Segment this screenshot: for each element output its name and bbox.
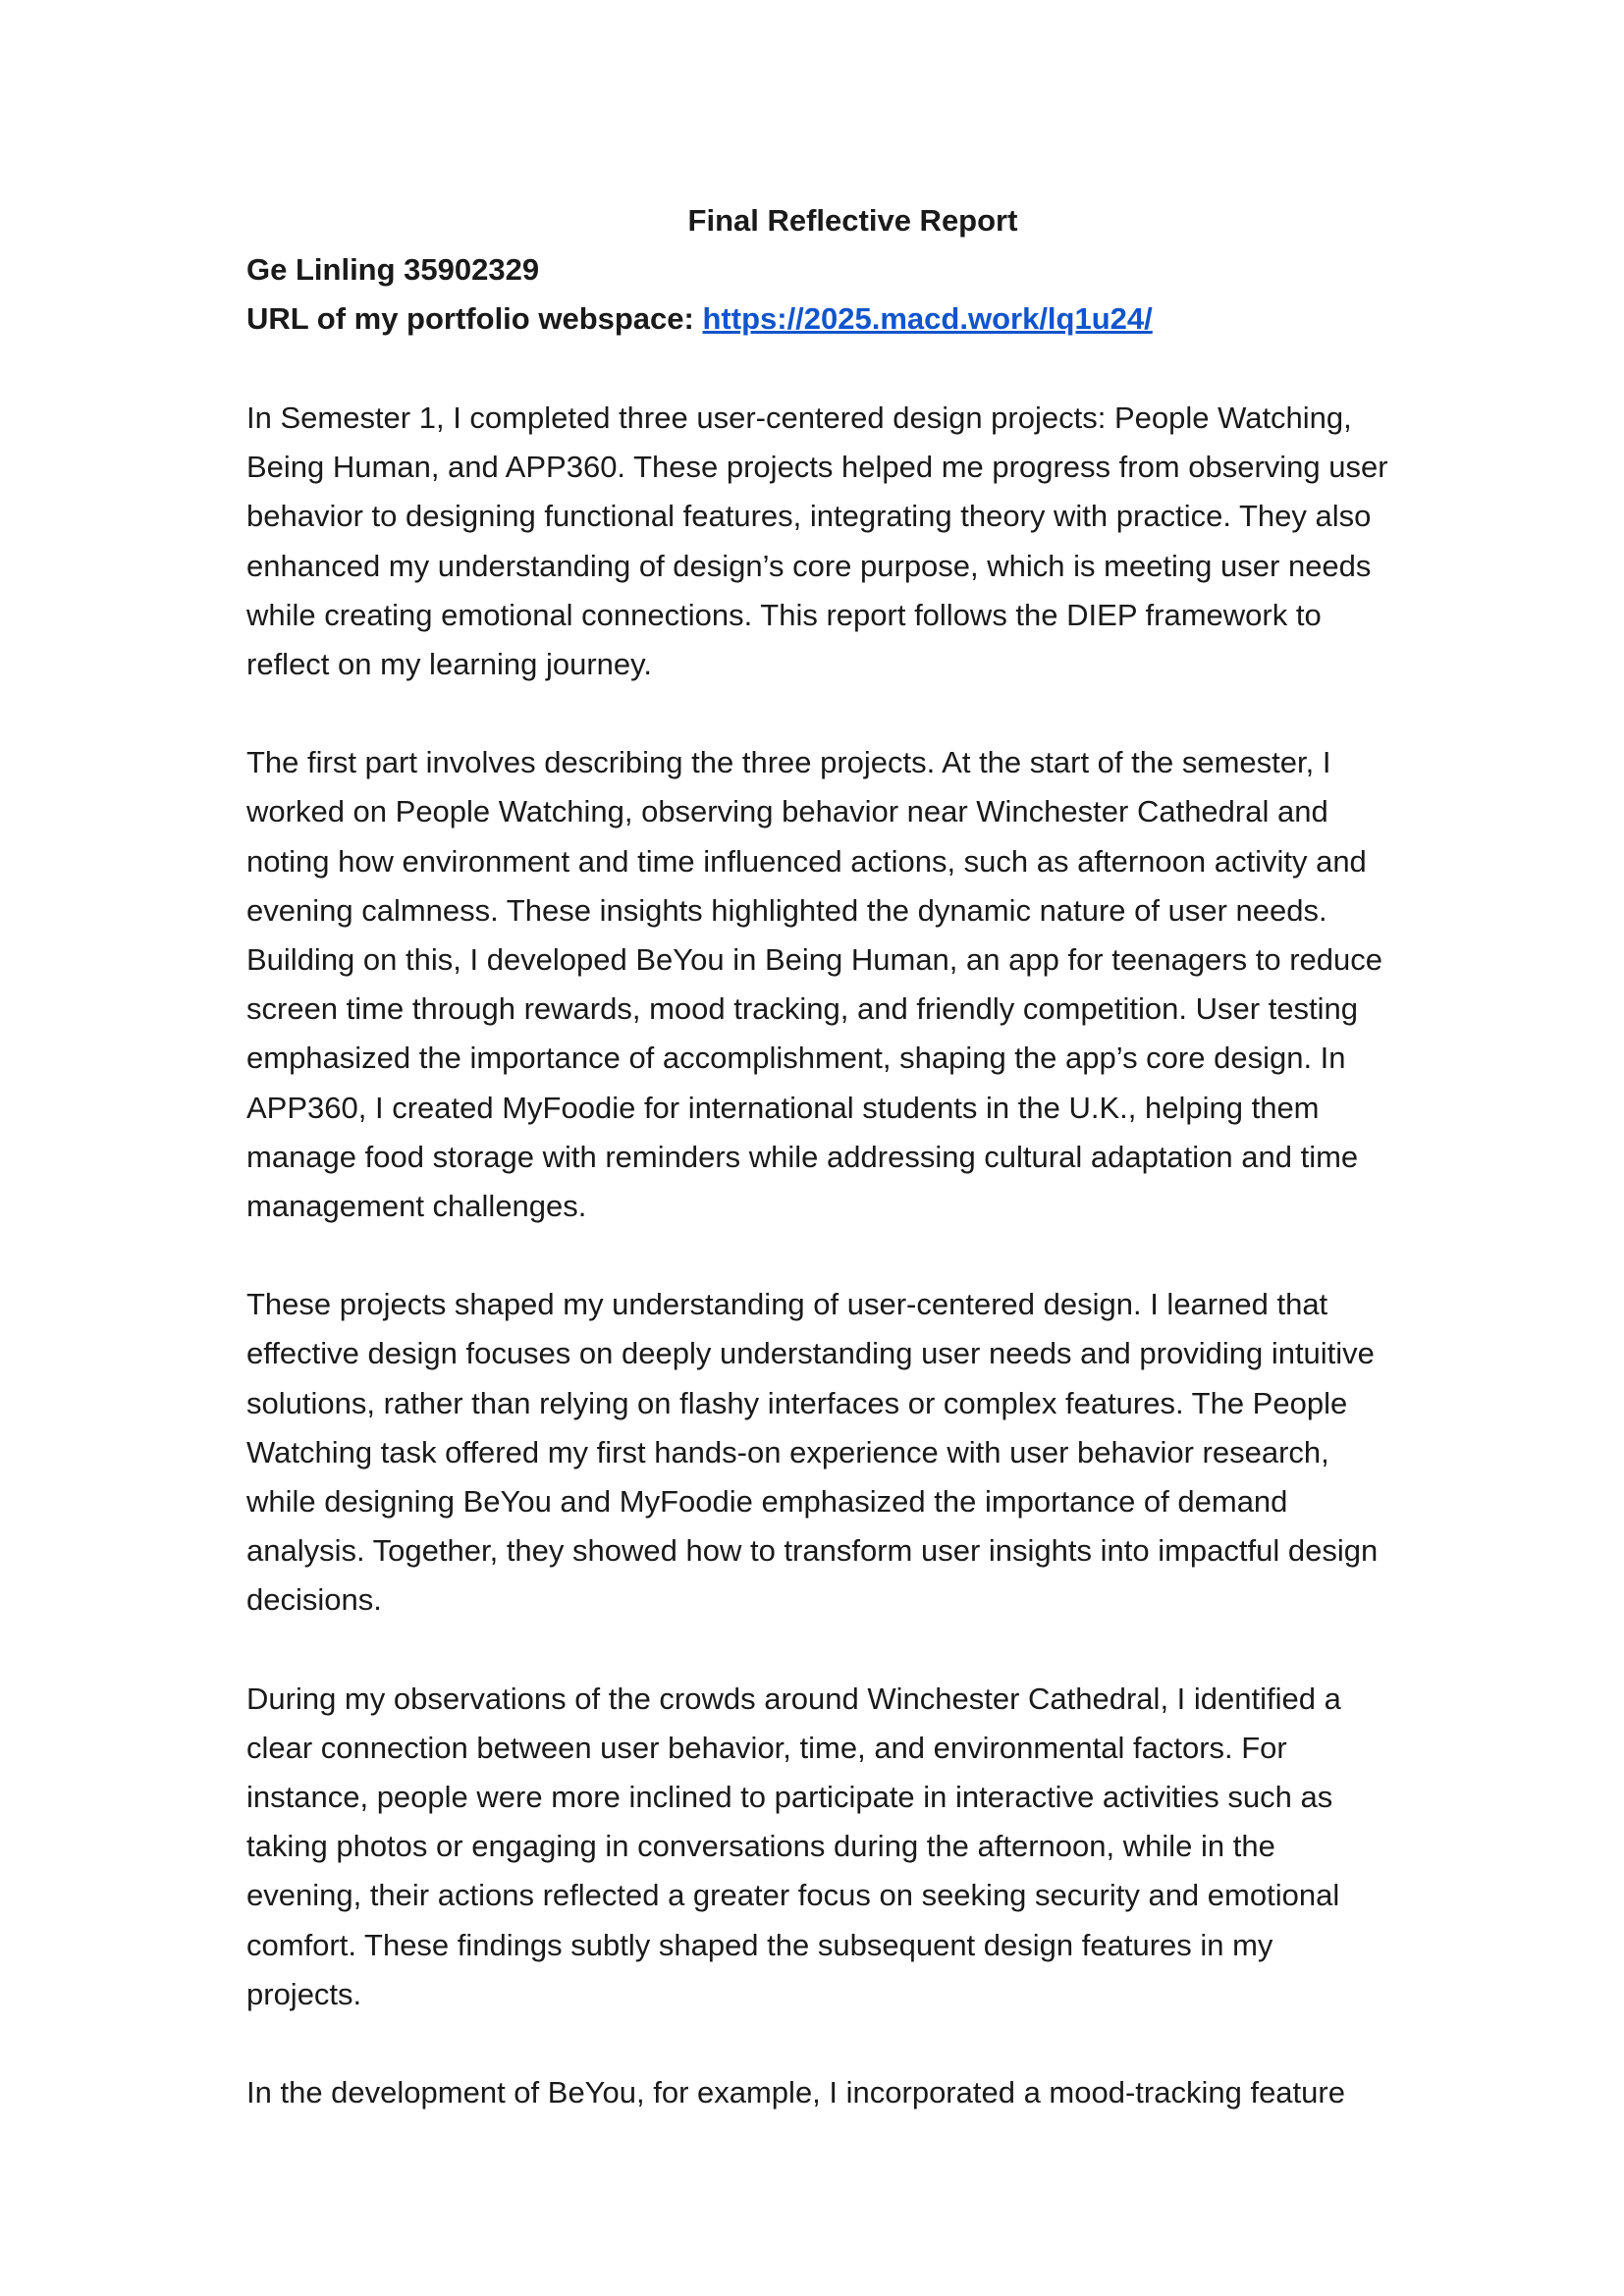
paragraph-observations: During my observations of the crowds around Winchester Cathedral, I identified a clear connection between user behavior, time, and environmental factors. For instance, people were more inclined to participate in interactive activities such as taking photos or engaging in conversations during the afternoon, while in the evening, their actions reflected a greater focus on seeking security and emotional comfort. These findings subtly shaped the subsequent design features in my projects. [246,1681,1341,2011]
paragraph-intro: In Semester 1, I completed three user-centered design projects: People Watching, Being Human, and APP360. These projects helped me progress from observing user behavior to designing functional features, integrating theory with practice. They also enhanced my understanding of design’s core purpose, which is meeting user needs while creating emotional connections. This report follows the DIEP framework to reflect on my learning journey. [246,400,1388,682]
paragraph-description: The first part involves describing the three projects. At the start of the semester, I worked on People Watching, observing behavior near Winchester Cathedral and noting how environment and time influenced actions, such as afternoon activity and evening calmness. These insights highlighted the dynamic nature of user needs. Building on this, I developed BeYou in Being Human, an app for teenagers to reduce screen time through rewards, mood tracking, and friendly competition. User testing emphasized the importance of accomplishment, shaping the app’s core design. In APP360, I created MyFoodie for international students in the U.K., helping them manage food storage with reminders while addressing cultural adaptation and time management challenges. [246,745,1382,1224]
paragraph-understanding: These projects shaped my understanding of user-centered design. I learned that effective design focuses on deeply understanding user needs and providing intuitive solutions, rather than relying on flashy interfaces or complex features. The People Watching task offered my first hands-on experience with user behavior research, while designing BeYou and MyFoodie emphasized the importance of demand analysis. Together, they showed how to transform user insights into impactful design decisions. [246,1287,1379,1618]
paragraph-beyou: In the development of BeYou, for example, I incorporated a mood-tracking feature [246,2075,1345,2110]
document-title: Final Reflective Report [687,203,1018,238]
author-line: Ge Linling 35902329 [246,252,540,287]
portfolio-link[interactable]: https://2025.macd.work/lq1u24/ [702,301,1153,336]
portfolio-line [246,294,1388,344]
portfolio-label: URL of my portfolio webspace: [246,301,703,336]
